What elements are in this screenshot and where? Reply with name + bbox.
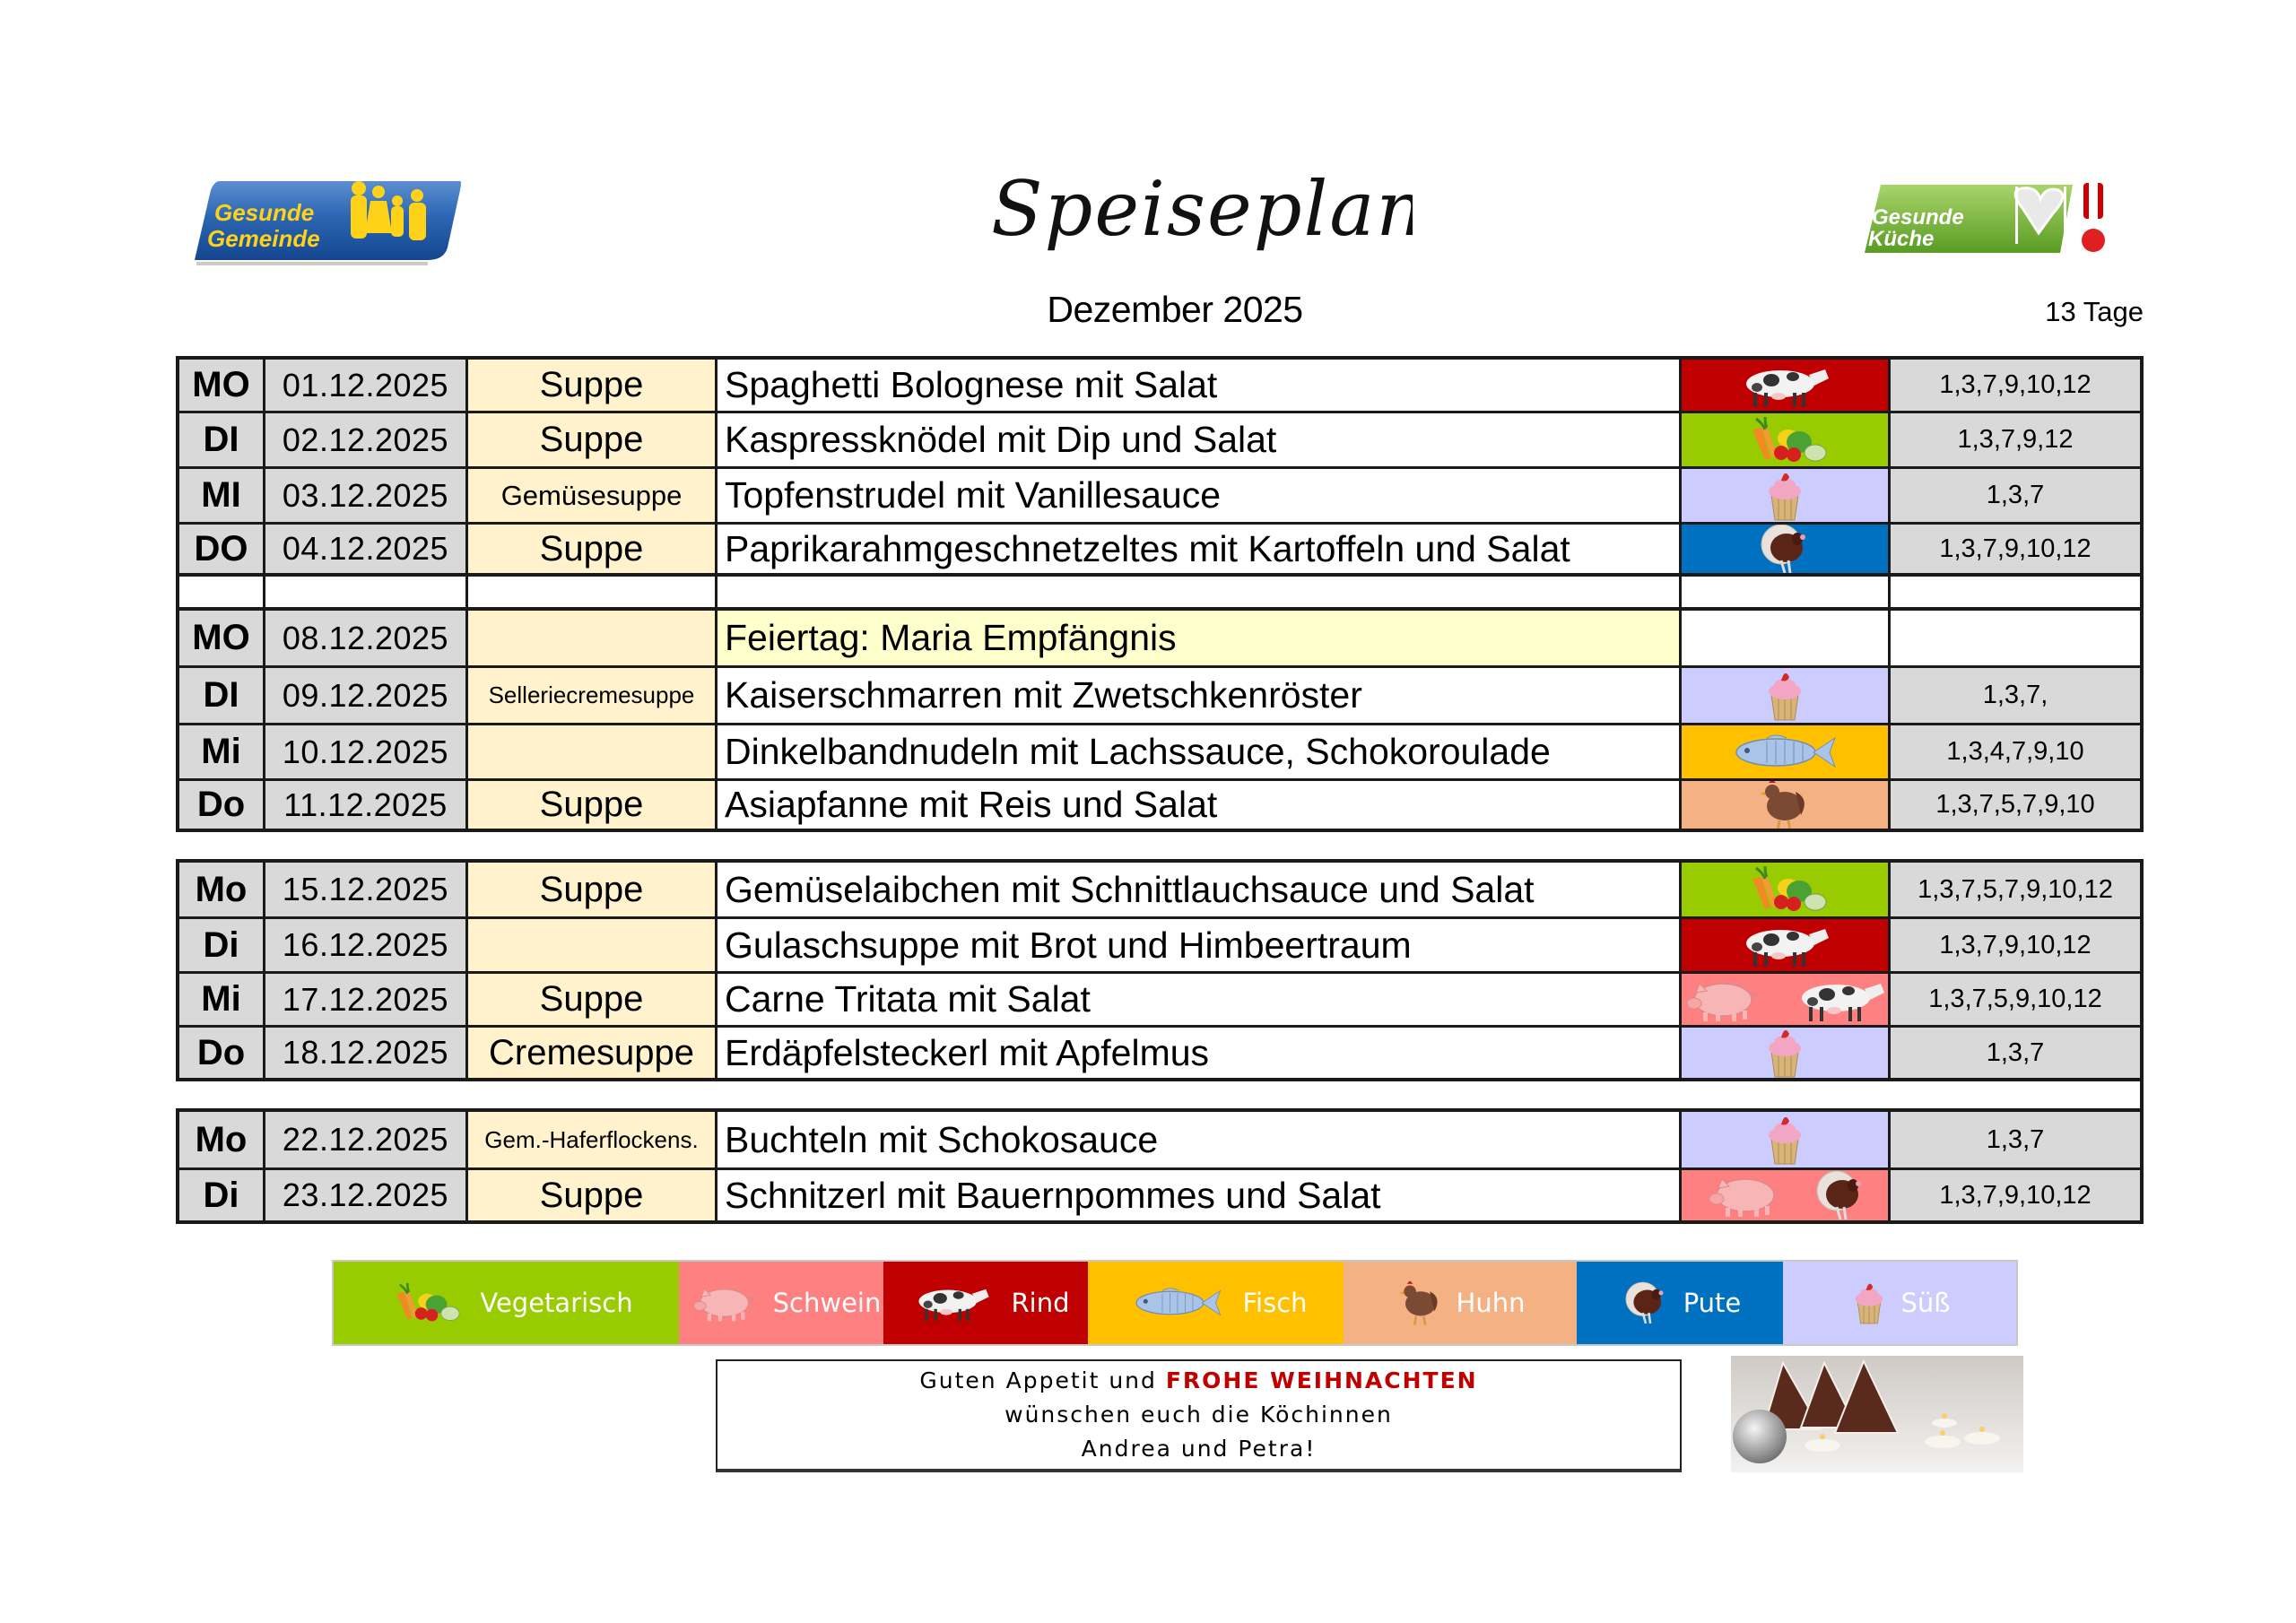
legend-label: Rind xyxy=(1011,1288,1070,1318)
menu-row xyxy=(176,971,2144,1025)
cupcake-icon xyxy=(1764,668,1805,723)
dish-cell: Gulaschsuppe mit Brot und Himbeertraum xyxy=(718,919,1682,971)
dish-cell: Kaiserschmarren mit Zwetschkenröster xyxy=(718,668,1682,723)
soup-cell: Gem.-Haferflockens. xyxy=(468,1112,718,1167)
legend-label: Süß xyxy=(1900,1288,1951,1318)
category-cell xyxy=(1682,525,1891,573)
soup-cell xyxy=(468,725,718,778)
menu-row xyxy=(176,522,2144,577)
allergens-cell: 1,3,7 xyxy=(1891,1028,2144,1078)
category-cell xyxy=(1682,725,1891,778)
allergens-cell: 1,3,7,9,10,12 xyxy=(1891,360,2144,411)
allergens-cell: 1,3,7,9,10,12 xyxy=(1891,919,2144,971)
day-cell: DI xyxy=(176,413,265,466)
category-cell xyxy=(1682,469,1891,522)
soup-cell: Suppe xyxy=(468,360,718,411)
soup-cell: Cremesuppe xyxy=(468,1028,718,1078)
category-cell xyxy=(1682,781,1891,829)
date-cell: 23.12.2025 xyxy=(265,1170,468,1220)
vegetables-icon xyxy=(1740,864,1830,915)
day-cell: Mi xyxy=(176,725,265,778)
day-cell: Mo xyxy=(176,1112,265,1167)
pig-icon xyxy=(687,1283,756,1323)
spacer-cell xyxy=(468,577,718,607)
chicken-icon xyxy=(1760,781,1810,829)
month-label: Dezember 2025 xyxy=(1047,289,1303,330)
dish-cell: Carne Tritata mit Salat xyxy=(718,974,1682,1025)
soup-cell: Suppe xyxy=(468,413,718,466)
day-cell: MI xyxy=(176,469,265,522)
soup-cell: Suppe xyxy=(468,525,718,573)
date-cell: 22.12.2025 xyxy=(265,1112,468,1167)
spacer-row xyxy=(176,577,2144,607)
date-cell: 18.12.2025 xyxy=(265,1028,468,1078)
allergens-cell: 1,3,7 xyxy=(1891,1112,2144,1167)
allergens-cell: 1,3,7,9,10,12 xyxy=(1891,525,2144,573)
soup-cell: Suppe xyxy=(468,863,718,916)
day-cell: Di xyxy=(176,1170,265,1220)
logo-left-line2: Gemeinde xyxy=(207,225,320,252)
legend-item-huhn xyxy=(1344,1262,1577,1344)
dish-cell: Asiapfanne mit Reis und Salat xyxy=(718,781,1682,829)
soup-cell: Suppe xyxy=(468,974,718,1025)
allergens-cell: 1,3,7,5,7,9,10,12 xyxy=(1891,863,2144,916)
menu-row xyxy=(176,916,2144,971)
dish-cell: Buchteln mit Schokosauce xyxy=(718,1112,1682,1167)
day-cell: DO xyxy=(176,525,265,573)
allergens-cell: 1,3,7,9,10,12 xyxy=(1891,1170,2144,1220)
allergens-cell: 1,3,7,9,12 xyxy=(1891,413,2144,466)
gesunde-kueche-logo xyxy=(1861,178,2139,262)
greeting-line-2: wünschen euch die Köchinnen xyxy=(1004,1402,1393,1428)
date-cell: 08.12.2025 xyxy=(265,611,468,665)
soup-cell: Suppe xyxy=(468,781,718,829)
turkey-icon xyxy=(1813,1170,1867,1220)
legend-item-suess xyxy=(1783,1262,2016,1344)
dish-cell: Erdäpfelsteckerl mit Apfelmus xyxy=(718,1028,1682,1078)
fish-icon xyxy=(1731,733,1839,772)
page-title-text: Speiseplan xyxy=(991,165,1413,253)
greeting-prefix: Guten Appetit und xyxy=(919,1367,1157,1393)
menu-row xyxy=(176,1167,2144,1224)
legend-label: Schwein xyxy=(772,1288,882,1318)
day-cell: Do xyxy=(176,781,265,829)
category-cell xyxy=(1682,974,1891,1025)
cupcake-icon xyxy=(1764,1112,1805,1167)
legend-label: Pute xyxy=(1683,1288,1742,1318)
category-cell xyxy=(1682,1028,1891,1078)
date-cell: 09.12.2025 xyxy=(265,668,468,723)
days-count: 13 Tage xyxy=(2045,296,2144,327)
menu-row xyxy=(176,1108,2144,1167)
cupcake-icon xyxy=(1764,469,1805,522)
spacer-cell xyxy=(179,577,265,607)
menu-row xyxy=(176,859,2144,916)
greeting-line-3: Andrea und Petra! xyxy=(1081,1436,1317,1462)
soup-cell xyxy=(468,919,718,971)
category-cell xyxy=(1682,1112,1891,1167)
date-cell: 04.12.2025 xyxy=(265,525,468,573)
allergens-cell: 1,3,4,7,9,10 xyxy=(1891,725,2144,778)
day-cell: DI xyxy=(176,668,265,723)
dish-cell: Dinkelbandnudeln mit Lachssauce, Schokoroulade xyxy=(718,725,1682,778)
dish-cell: Paprikarahmgeschnetzeltes mit Kartoffeln und Salat xyxy=(718,525,1682,573)
category-cell xyxy=(1682,360,1891,411)
turkey-icon xyxy=(1622,1280,1668,1327)
allergens-cell: 1,3,7,5,7,9,10 xyxy=(1891,781,2144,829)
page-title xyxy=(982,152,1413,278)
legend-item-pute xyxy=(1577,1262,1783,1344)
spacer-cell xyxy=(265,577,468,607)
vegetables-icon xyxy=(1740,415,1830,465)
allergens-cell: 1,3,7 xyxy=(1891,469,2144,522)
menu-row xyxy=(176,1025,2144,1081)
allergens-cell xyxy=(1891,611,2144,665)
fish-icon xyxy=(1132,1286,1223,1319)
logo-left-line1: Gesunde xyxy=(214,199,315,226)
greeting-message xyxy=(716,1359,1682,1472)
date-cell: 02.12.2025 xyxy=(265,413,468,466)
legend-item-fisch xyxy=(1088,1262,1344,1344)
allergens-cell: 1,3,7,5,9,10,12 xyxy=(1891,974,2144,1025)
cow-icon xyxy=(1735,362,1834,409)
pig-icon xyxy=(1682,976,1761,1023)
soup-cell: Suppe xyxy=(468,1170,718,1220)
cow-icon xyxy=(1791,976,1890,1023)
greeting-highlight: FROHE WEIHNACHTEN xyxy=(1165,1367,1478,1393)
legend-label: Huhn xyxy=(1456,1288,1526,1318)
menu-row xyxy=(176,778,2144,832)
cupcake-icon xyxy=(1764,1028,1805,1078)
vegetables-icon xyxy=(387,1281,463,1324)
menu-row xyxy=(176,411,2144,466)
dish-cell: Spaghetti Bolognese mit Salat xyxy=(718,360,1682,411)
day-cell: MO xyxy=(176,360,265,411)
date-cell: 17.12.2025 xyxy=(265,974,468,1025)
logo-right-line1: Gesunde xyxy=(1872,205,1964,230)
dish-cell: Kaspressknödel mit Dip und Salat xyxy=(718,413,1682,466)
day-cell: Di xyxy=(176,919,265,971)
legend-item-schwein xyxy=(679,1262,883,1344)
logo-right-line2: Küche xyxy=(1868,227,1935,251)
spacer-edge xyxy=(2140,1081,2144,1108)
category-legend xyxy=(332,1260,2018,1346)
spacer-cell xyxy=(1891,577,2144,607)
spacer-cell xyxy=(718,577,1682,607)
legend-item-rind xyxy=(883,1262,1088,1344)
menu-row xyxy=(176,665,2144,723)
turkey-icon xyxy=(1758,525,1812,573)
dish-cell: Schnitzerl mit Bauernpommes und Salat xyxy=(718,1170,1682,1220)
legend-item-vegetarisch xyxy=(334,1262,679,1344)
menu-row xyxy=(176,466,2144,522)
legend-label: Fisch xyxy=(1242,1288,1308,1318)
chicken-icon xyxy=(1399,1280,1442,1327)
category-cell xyxy=(1682,413,1891,466)
menu-row xyxy=(176,356,2144,411)
christmas-photo xyxy=(1731,1356,2023,1472)
cupcake-icon xyxy=(1852,1280,1887,1327)
cow-icon xyxy=(1735,922,1834,968)
day-cell: Mo xyxy=(176,863,265,916)
category-cell xyxy=(1682,863,1891,916)
gesunde-gemeinde-logo xyxy=(193,178,462,269)
greeting-line-1 xyxy=(919,1364,1477,1398)
day-cell: MO xyxy=(176,611,265,665)
category-cell xyxy=(1682,919,1891,971)
date-cell: 11.12.2025 xyxy=(265,781,468,829)
date-cell: 16.12.2025 xyxy=(265,919,468,971)
soup-cell: Gemüsesuppe xyxy=(468,469,718,522)
dish-cell: Gemüselaibchen mit Schnittlauchsauce und Salat xyxy=(718,863,1682,916)
date-cell: 15.12.2025 xyxy=(265,863,468,916)
soup-cell: Selleriecremesuppe xyxy=(468,668,718,723)
date-cell: 10.12.2025 xyxy=(265,725,468,778)
dish-cell: Feiertag: Maria Empfängnis xyxy=(718,611,1682,665)
soup-cell xyxy=(468,611,718,665)
cow-icon xyxy=(909,1283,994,1323)
dish-cell: Topfenstrudel mit Vanillesauce xyxy=(718,469,1682,522)
menu-row xyxy=(176,607,2144,665)
category-cell xyxy=(1682,611,1891,665)
day-cell: Mi xyxy=(176,974,265,1025)
pig-icon xyxy=(1702,1172,1783,1219)
date-cell: 03.12.2025 xyxy=(265,469,468,522)
category-cell xyxy=(1682,1170,1891,1220)
menu-row xyxy=(176,723,2144,778)
day-cell: Do xyxy=(176,1028,265,1078)
spacer-cell xyxy=(1682,577,1891,607)
date-cell: 01.12.2025 xyxy=(265,360,468,411)
legend-label: Vegetarisch xyxy=(480,1288,633,1318)
allergens-cell: 1,3,7, xyxy=(1891,668,2144,723)
category-cell xyxy=(1682,668,1891,723)
